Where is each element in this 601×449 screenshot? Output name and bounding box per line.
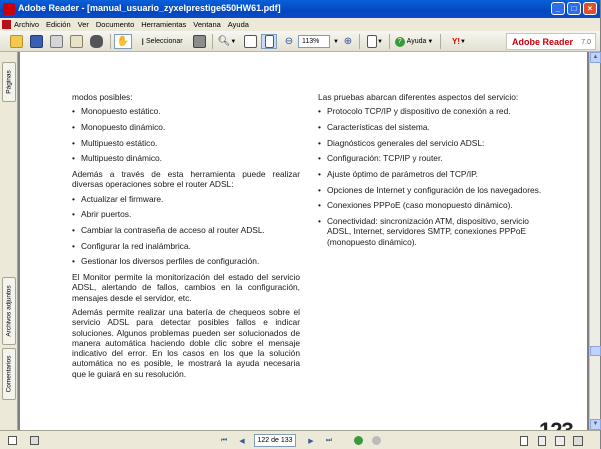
list-item: • Conexiones PPPoE (caso monopuesto dinámico). bbox=[318, 200, 542, 210]
previous-view-button[interactable] bbox=[352, 435, 364, 446]
fit-page-icon bbox=[265, 35, 274, 48]
continuous-button[interactable] bbox=[536, 435, 548, 446]
menu-ayuda[interactable]: Ayuda bbox=[227, 20, 249, 29]
document-area bbox=[19, 52, 589, 430]
checks-paragraph: Además permite realizar una batería de chequeos sobre el servicio ADSL para detectar posibles fallos e indicar soluciones. Algunos problemas pueden ser solucionados de manera automática haciendo doble clic sobre el mensaje indicativo del error. En los casos en los que la solución automática no es posible, le mostrará la ayuda necesaria que le guiará en su resolución. bbox=[72, 306, 300, 379]
list-item: • Conectividad: sincronización ATM, dispositivo, servicio ADSL, Internet, servidores SMTP, conexiones PPPoE (monopuesto dinámico). bbox=[318, 216, 542, 247]
hand-icon: ✋ bbox=[116, 36, 130, 47]
right-column bbox=[318, 92, 542, 252]
minimize-button[interactable]: _ bbox=[551, 2, 565, 15]
save-icon bbox=[30, 35, 43, 48]
operations-paragraph: Además a través de esta herramienta puede realizar diversas operaciones sobre el router ADSL: bbox=[72, 169, 300, 190]
tab-pages[interactable] bbox=[2, 62, 16, 102]
next-page-icon: ▶ bbox=[308, 437, 314, 445]
forward-icon bbox=[372, 436, 381, 445]
facing-button[interactable] bbox=[554, 435, 566, 446]
tab-comments-label: Comentarios bbox=[5, 355, 13, 393]
vertical-scrollbar[interactable] bbox=[589, 52, 600, 430]
back-icon bbox=[354, 436, 363, 445]
zoom-tool-button[interactable] bbox=[216, 34, 238, 49]
first-page-button[interactable] bbox=[218, 435, 230, 446]
rotate-view-button[interactable] bbox=[364, 34, 386, 49]
scroll-down-button[interactable]: ▼ bbox=[590, 419, 601, 430]
single-page-button[interactable] bbox=[518, 435, 530, 446]
hand-tool-button[interactable] bbox=[114, 34, 132, 49]
menu-documento[interactable]: Documento bbox=[95, 20, 135, 29]
zoom-in-button[interactable] bbox=[341, 34, 355, 49]
menu-archivo[interactable]: Archivo bbox=[14, 20, 40, 29]
tab-pages-label: Páginas bbox=[5, 70, 13, 94]
pdf-page bbox=[20, 52, 587, 430]
printer-icon bbox=[50, 35, 63, 48]
first-page-icon: ⏮ bbox=[220, 436, 228, 444]
yahoo-icon: Y! bbox=[452, 37, 461, 46]
last-page-icon: ⏭ bbox=[325, 436, 333, 444]
continuous-icon bbox=[538, 436, 546, 446]
help-button[interactable] bbox=[393, 34, 435, 49]
chevron-down-icon: ▼ bbox=[427, 38, 434, 45]
print-button[interactable] bbox=[48, 34, 64, 49]
select-label: Seleccionar bbox=[145, 38, 183, 45]
brand-label: Adobe Reader bbox=[512, 37, 574, 47]
actual-size-button[interactable] bbox=[242, 34, 258, 49]
tab-attachments-label: Archivos adjuntos bbox=[5, 285, 13, 337]
binoculars-icon bbox=[90, 35, 103, 48]
scroll-up-button[interactable]: ▲ bbox=[590, 52, 601, 63]
layout-icon bbox=[30, 436, 39, 445]
zoom-out-button[interactable] bbox=[282, 34, 296, 49]
single-page-icon bbox=[520, 436, 528, 446]
left-column bbox=[72, 92, 300, 383]
folder-icon bbox=[10, 35, 23, 48]
chevron-down-icon: ▼ bbox=[460, 38, 466, 45]
tab-comments[interactable] bbox=[2, 348, 16, 400]
zoom-input[interactable]: 113% bbox=[298, 35, 330, 48]
tests-intro: Las pruebas abarcan diferentes aspectos del servicio: bbox=[318, 92, 519, 102]
save-button[interactable] bbox=[28, 34, 44, 49]
list-item: • Multipuesto estático. bbox=[72, 138, 300, 148]
next-page-button[interactable] bbox=[305, 435, 317, 446]
list-item: • Protocolo TCP/IP y dispositivo de conexión a red. bbox=[318, 106, 542, 116]
list-item: • Abrir puertos. bbox=[72, 209, 300, 219]
list-item: • Monopuesto dinámico. bbox=[72, 122, 300, 132]
email-icon bbox=[70, 35, 83, 48]
fit-page-button[interactable] bbox=[261, 34, 277, 49]
camera-icon bbox=[193, 35, 206, 48]
list-item: • Ajuste óptimo de parámetros del TCP/IP. bbox=[318, 169, 542, 179]
email-button[interactable] bbox=[68, 34, 84, 49]
menu-herramientas[interactable]: Herramientas bbox=[141, 20, 187, 29]
chevron-down-icon: ▼ bbox=[230, 38, 237, 45]
last-page-button[interactable] bbox=[323, 435, 335, 446]
options-button[interactable] bbox=[6, 435, 18, 446]
list-item: • Configurar la red inalámbrica. bbox=[72, 241, 300, 251]
page-number-field[interactable]: 122 de 133 bbox=[254, 434, 296, 447]
help-icon: ? bbox=[395, 37, 405, 47]
help-label: Ayuda bbox=[406, 38, 427, 45]
menu-edicion[interactable]: Edición bbox=[46, 20, 71, 29]
page-options-icon bbox=[8, 436, 17, 445]
zoom-dropdown-button[interactable] bbox=[331, 34, 341, 49]
list-item: • Cambiar la contraseña de acceso al router ADSL. bbox=[72, 225, 300, 235]
previous-page-button[interactable] bbox=[236, 435, 248, 446]
actual-size-icon bbox=[244, 35, 257, 48]
snapshot-button[interactable] bbox=[191, 34, 207, 49]
search-button[interactable] bbox=[88, 34, 104, 49]
rotate-icon bbox=[367, 35, 377, 48]
list-item: • Multipuesto dinámico. bbox=[72, 153, 300, 163]
zoom-out-icon: ⊖ bbox=[284, 36, 294, 47]
list-item: • Configuración: TCP/IP y router. bbox=[318, 153, 542, 163]
title-bar bbox=[0, 0, 600, 18]
facing-icon bbox=[555, 436, 565, 446]
list-item: • Monopuesto estático. bbox=[72, 106, 300, 116]
modes-intro: modos posibles: bbox=[72, 92, 133, 102]
navigation-panel bbox=[0, 52, 18, 430]
continuous-facing-icon bbox=[573, 436, 583, 446]
menu-bar bbox=[0, 18, 600, 31]
next-view-button[interactable] bbox=[370, 435, 382, 446]
monitor-paragraph: El Monitor permite la monitorización del estado del servicio ADSL, alertando de fallos, cambios en la configuración, mensajes desde el servidor, etc. bbox=[72, 272, 300, 303]
document-icon[interactable] bbox=[2, 20, 11, 29]
yahoo-search-button[interactable] bbox=[445, 34, 473, 49]
adobe-reader-brand bbox=[506, 33, 596, 50]
adobe-reader-icon bbox=[3, 3, 15, 15]
open-button[interactable] bbox=[8, 34, 24, 49]
scrollbar-thumb[interactable] bbox=[590, 346, 601, 356]
menu-ventana[interactable]: Ventana bbox=[193, 20, 221, 29]
close-button[interactable]: × bbox=[583, 2, 597, 15]
chevron-down-icon: ▼ bbox=[333, 38, 339, 45]
list-item: • Gestionar los diversos perfiles de configuración. bbox=[72, 256, 300, 266]
list-item: • Opciones de Internet y configuración de los navegadores. bbox=[318, 185, 542, 195]
list-item: • Características del sistema. bbox=[318, 122, 542, 132]
menu-ver[interactable]: Ver bbox=[77, 20, 89, 29]
tab-attachments[interactable] bbox=[2, 277, 16, 345]
previous-page-icon: ◀ bbox=[239, 437, 245, 445]
list-item: • Diagnósticos generales del servicio ADSL: bbox=[318, 138, 542, 148]
status-bar bbox=[0, 430, 600, 449]
text-cursor-icon: I bbox=[141, 36, 144, 47]
zoom-in-icon: ⊕ bbox=[343, 36, 353, 47]
brand-version: 7.0 bbox=[581, 39, 591, 46]
list-item: • Actualizar el firmware. bbox=[72, 194, 300, 204]
magnifier-icon: 🔍︎ bbox=[217, 36, 231, 47]
window-title: Adobe Reader - [manual_usuario_zyxelprestige650HW61.pdf] bbox=[18, 3, 281, 13]
layout-options-button[interactable] bbox=[28, 435, 40, 446]
chevron-down-icon: ▼ bbox=[377, 38, 383, 45]
continuous-facing-button[interactable] bbox=[572, 435, 584, 446]
select-tool-button[interactable] bbox=[136, 34, 188, 49]
maximize-button[interactable]: □ bbox=[567, 2, 581, 15]
